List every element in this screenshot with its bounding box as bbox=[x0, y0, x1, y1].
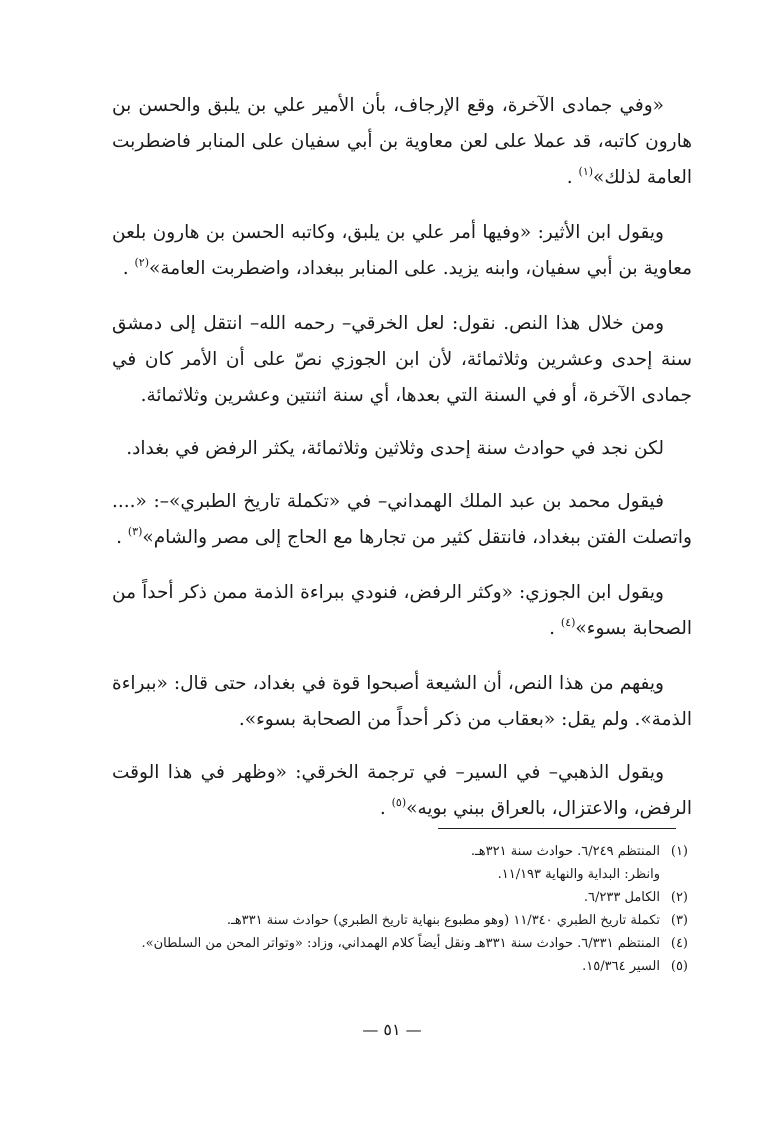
page-number: — ٥١ — bbox=[362, 1020, 422, 1039]
footnote-text: الكامل ٦/٢٣٣. bbox=[583, 890, 660, 905]
footnote-text: المنتظم ٦/٢٤٩. حوادث سنة ٣٢١هـ. bbox=[470, 844, 660, 859]
footnote bbox=[68, 932, 688, 955]
footnote-text: وانظر: البداية والنهاية ١١/١٩٣. bbox=[497, 867, 660, 882]
paragraph-text: فيقول محمد بن عبد الملك الهمداني– في «تكملة تاريخ الطبري»–: «.... واتصلت الفتن ببغداد، فانتقل كثير من تجارها مع الحاج إلى مصر والشام» bbox=[112, 491, 692, 548]
paragraph-text: ويقول الذهبي– في السير– في ترجمة الخرقي: «وظهر في هذا الوقت الرفض، والاعتزال، بالعراق ببني بويه» bbox=[112, 762, 692, 819]
footnotes bbox=[68, 840, 688, 978]
footnote bbox=[68, 840, 688, 863]
footnote-text: المنتظم ٦/٣٣١. حوادث سنة ٣٣١هـ ونقل أيضاً كلام الهمداني، وزاد: «وتواتر المحن من السلطان». bbox=[141, 936, 660, 951]
footnote-ref: (١) bbox=[578, 165, 594, 179]
footnote-divider bbox=[438, 828, 676, 829]
paragraph: فيقول محمد بن عبد الملك الهمداني– في «تكملة تاريخ الطبري»–: «.... واتصلت الفتن ببغداد، فانتقل كثير من تجارها مع الحاج إلى مصر والشام»$^{(٣)}$ . bbox=[112, 491, 692, 548]
footnote-text: السير ١٥/٣٦٤. bbox=[582, 959, 660, 974]
paragraph-text: ويفهم من هذا النص، أن الشيعة أصبحوا قوة في بغداد، حتى قال: «ببراءة الذمة». ولم يقل: «بعقاب من ذكر أحداً من الصحابة بسوء». bbox=[112, 673, 692, 730]
footnote bbox=[68, 863, 688, 886]
paragraph bbox=[112, 306, 692, 414]
paragraph-text: ويقول ابن الجوزي: «وكثر الرفض، فنودي ببراءة الذمة ممن ذكر أحداً من الصحابة بسوء» bbox=[112, 582, 692, 639]
footnote-number: (٢) bbox=[670, 890, 688, 905]
paragraph: «وفي جمادى الآخرة، وقع الإرجاف، بأن الأمير علي بن يلبق والحسن بن هارون كاتبه، قد عملا على لعن معاوية بن أبي سفيان على المنابر فاضطربت العامة لذلك»$^{(١)}$ . bbox=[112, 95, 692, 188]
footnote bbox=[68, 955, 688, 978]
paragraph bbox=[112, 666, 692, 738]
paragraph: ويقول ابن الجوزي: «وكثر الرفض، فنودي ببراءة الذمة ممن ذكر أحداً من الصحابة بسوء»$^{(٤)}$ . bbox=[112, 582, 692, 639]
footnote-text: تكملة تاريخ الطبري ١١/٣٤٠ (وهو مطبوع بنهاية تاريخ الطبري) حوادث سنة ٣٣١هـ. bbox=[226, 913, 660, 928]
footnote-number: (١) bbox=[670, 844, 688, 859]
footnote-number: (٤) bbox=[670, 936, 688, 951]
footnote bbox=[68, 909, 688, 932]
footnote-number: (٥) bbox=[670, 959, 688, 974]
paragraph-text: ومن خلال هذا النص. نقول: لعل الخرقي– رحمه الله– انتقل إلى دمشق سنة إحدى وعشرين وثلاثمائة، لأن ابن الجوزي نصّ على أن الأمر كان في جمادى الآخرة، أو في السنة التي بعدها، أي سنة اثنتين وعشرين وثلاثمائة. bbox=[112, 313, 692, 406]
footnote-ref: (٢) bbox=[134, 256, 149, 270]
paragraph: ويقول الذهبي– في السير– في ترجمة الخرقي: «وظهر في هذا الوقت الرفض، والاعتزال، بالعراق ببني بويه»$^{(٥)}$ . bbox=[112, 762, 692, 819]
main-text bbox=[112, 88, 692, 846]
paragraph-text: ويقول ابن الأثير: «وفيها أمر علي بن يلبق، وكاتبه الحسن بن هارون بلعن معاوية بن أبي سفيان، وابنه يزيد. على المنابر ببغداد، واضطربت العامة» bbox=[112, 222, 692, 279]
paragraph-text: لكن نجد في حوادث سنة إحدى وثلاثين وثلاثمائة، يكثر الرفض في بغداد. bbox=[126, 438, 664, 459]
paragraph-text: «وفي جمادى الآخرة، وقع الإرجاف، بأن الأمير علي بن يلبق والحسن بن هارون كاتبه، قد عملا على لعن معاوية بن أبي سفيان على المنابر فاضطربت العامة لذلك» bbox=[112, 95, 692, 188]
footnote-ref: (٥) bbox=[391, 796, 407, 810]
paragraph bbox=[112, 431, 692, 467]
paragraph: ويقول ابن الأثير: «وفيها أمر علي بن يلبق، وكاتبه الحسن بن هارون بلعن معاوية بن أبي سفيان، وابنه يزيد. على المنابر ببغداد، واضطربت العامة»$^{(٢)}$ . bbox=[112, 222, 692, 279]
footnote-number: (٣) bbox=[670, 913, 688, 928]
footnote-ref: (٤) bbox=[560, 616, 576, 630]
footnote bbox=[68, 886, 688, 909]
footnote-ref: (٣) bbox=[127, 525, 143, 539]
